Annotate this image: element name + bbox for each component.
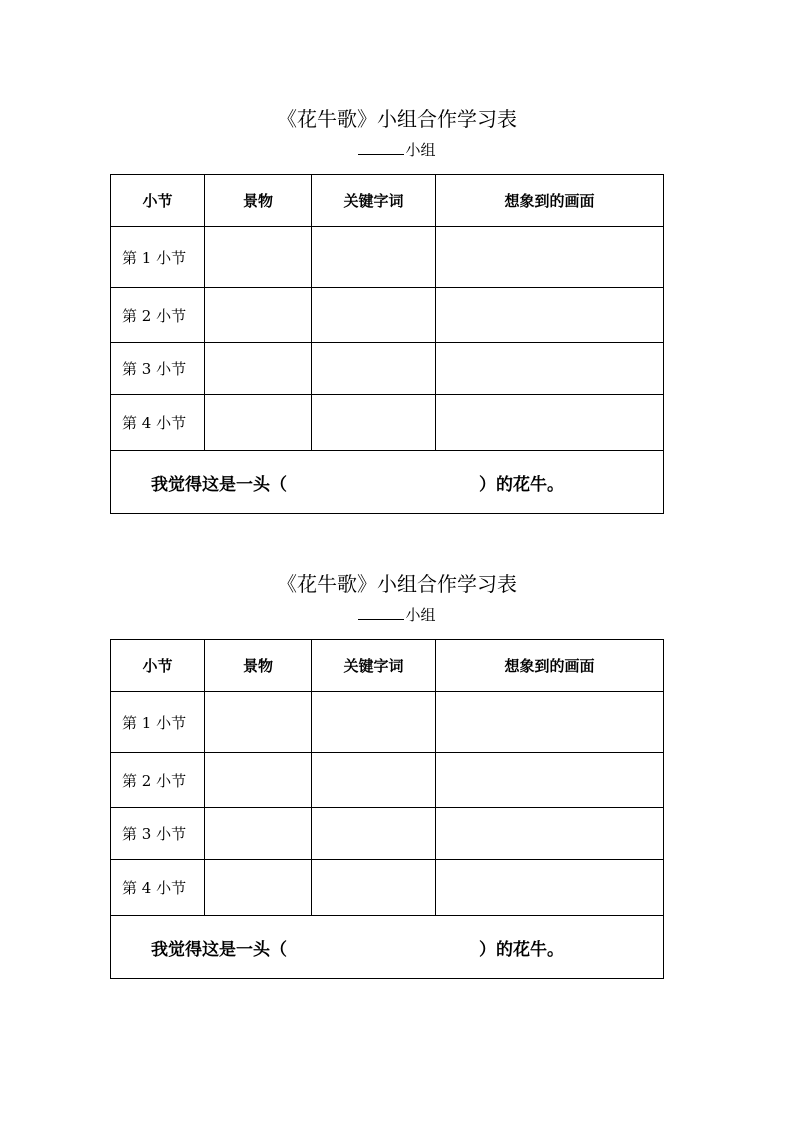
header-imagined-picture: 想象到的画面 xyxy=(436,175,664,227)
header-scenery: 景物 xyxy=(205,640,312,692)
summary-prefix: 我觉得这是一头（ xyxy=(151,939,287,960)
picture-cell[interactable] xyxy=(436,753,664,808)
picture-cell[interactable] xyxy=(436,395,664,451)
table-row xyxy=(111,808,664,860)
group-name-blank[interactable] xyxy=(358,140,404,155)
header-scenery: 景物 xyxy=(205,175,312,227)
study-table xyxy=(110,174,664,514)
picture-cell[interactable] xyxy=(436,860,664,916)
group-name-line xyxy=(0,605,794,625)
keywords-cell[interactable] xyxy=(312,343,436,395)
header-section: 小节 xyxy=(111,175,205,227)
group-suffix: 小组 xyxy=(405,606,436,624)
table-row xyxy=(111,860,664,916)
header-keywords: 关键字词 xyxy=(312,175,436,227)
picture-cell[interactable] xyxy=(436,288,664,343)
keywords-cell[interactable] xyxy=(312,395,436,451)
picture-cell[interactable] xyxy=(436,808,664,860)
study-table xyxy=(110,639,664,979)
row-label: 第 2 小节 xyxy=(111,288,205,343)
keywords-cell[interactable] xyxy=(312,227,436,288)
header-section: 小节 xyxy=(111,640,205,692)
keywords-cell[interactable] xyxy=(312,288,436,343)
summary-cell[interactable] xyxy=(111,451,664,514)
row-label: 第 3 小节 xyxy=(111,808,205,860)
table-row xyxy=(111,288,664,343)
summary-suffix: ）的花牛。 xyxy=(479,939,564,960)
summary-suffix: ）的花牛。 xyxy=(479,474,564,495)
table-row xyxy=(111,343,664,395)
table-row xyxy=(111,753,664,808)
table-row xyxy=(111,395,664,451)
header-row xyxy=(111,640,664,692)
scenery-cell[interactable] xyxy=(205,343,312,395)
keywords-cell[interactable] xyxy=(312,808,436,860)
scenery-cell[interactable] xyxy=(205,227,312,288)
scenery-cell[interactable] xyxy=(205,808,312,860)
picture-cell[interactable] xyxy=(436,343,664,395)
group-name-line xyxy=(0,140,794,160)
header-row xyxy=(111,175,664,227)
scenery-cell[interactable] xyxy=(205,860,312,916)
summary-prefix: 我觉得这是一头（ xyxy=(151,474,287,495)
header-keywords: 关键字词 xyxy=(312,640,436,692)
keywords-cell[interactable] xyxy=(312,753,436,808)
row-label: 第 4 小节 xyxy=(111,860,205,916)
group-suffix: 小组 xyxy=(405,141,436,159)
summary-row xyxy=(111,916,664,979)
header-imagined-picture: 想象到的画面 xyxy=(436,640,664,692)
scenery-cell[interactable] xyxy=(205,692,312,753)
picture-cell[interactable] xyxy=(436,227,664,288)
picture-cell[interactable] xyxy=(436,692,664,753)
row-label: 第 2 小节 xyxy=(111,753,205,808)
table-row xyxy=(111,692,664,753)
summary-cell[interactable] xyxy=(111,916,664,979)
row-label: 第 3 小节 xyxy=(111,343,205,395)
summary-row xyxy=(111,451,664,514)
row-label: 第 4 小节 xyxy=(111,395,205,451)
scenery-cell[interactable] xyxy=(205,288,312,343)
worksheet-title: 《花牛歌》小组合作学习表 xyxy=(277,572,517,596)
row-label: 第 1 小节 xyxy=(111,227,205,288)
keywords-cell[interactable] xyxy=(312,860,436,916)
group-name-blank[interactable] xyxy=(358,605,404,620)
table-row xyxy=(111,227,664,288)
scenery-cell[interactable] xyxy=(205,395,312,451)
scenery-cell[interactable] xyxy=(205,753,312,808)
row-label: 第 1 小节 xyxy=(111,692,205,753)
worksheet-title: 《花牛歌》小组合作学习表 xyxy=(277,107,517,131)
keywords-cell[interactable] xyxy=(312,692,436,753)
